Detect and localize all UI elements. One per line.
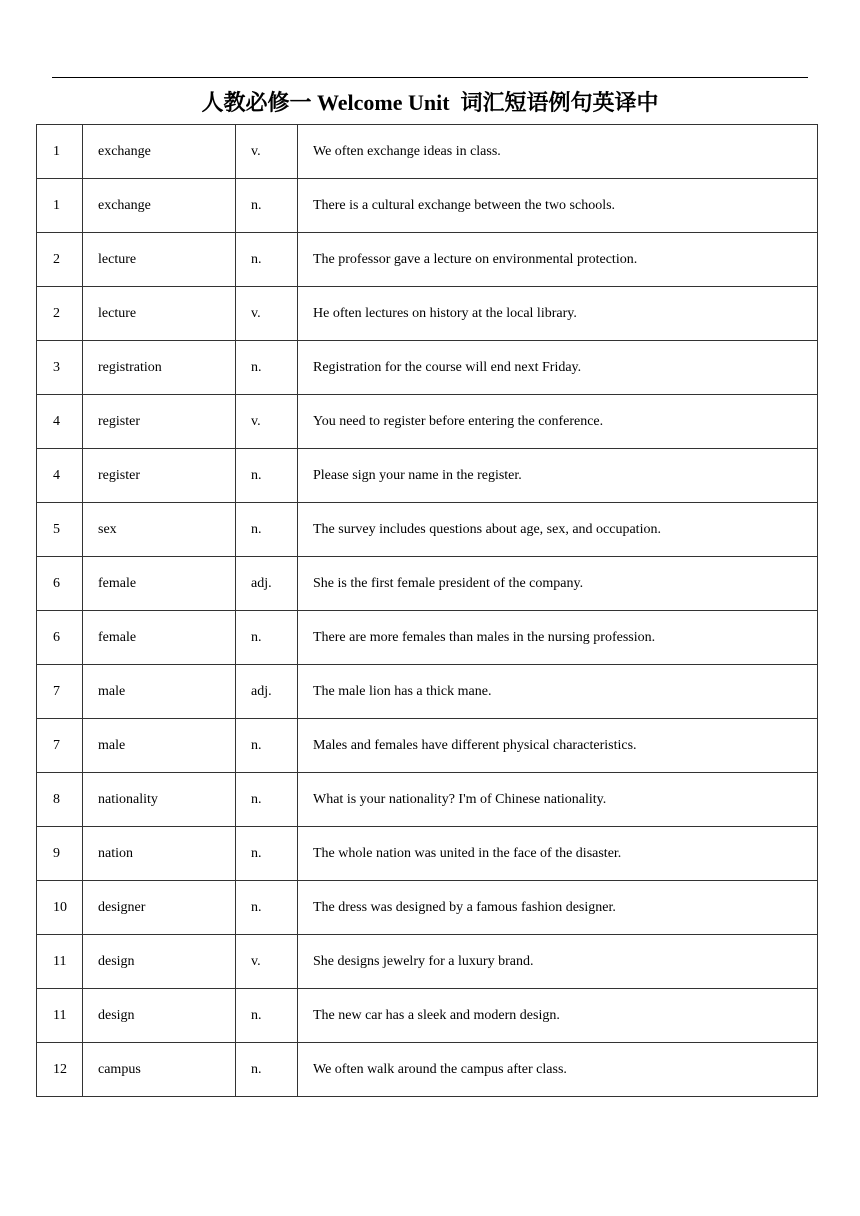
word-cell: register — [83, 449, 236, 503]
example-sentence-cell: What is your nationality? I'm of Chinese nationality. — [298, 773, 818, 827]
word-cell: designer — [83, 881, 236, 935]
row-number-cell: 8 — [37, 773, 83, 827]
row-number-cell: 3 — [37, 341, 83, 395]
row-number-cell: 7 — [37, 719, 83, 773]
row-number-cell: 9 — [37, 827, 83, 881]
word-cell: design — [83, 935, 236, 989]
example-sentence-cell: He often lectures on history at the local library. — [298, 287, 818, 341]
example-sentence-cell: We often walk around the campus after class. — [298, 1043, 818, 1097]
row-number-cell: 2 — [37, 287, 83, 341]
example-sentence-cell: The dress was designed by a famous fashion designer. — [298, 881, 818, 935]
row-number-cell: 4 — [37, 395, 83, 449]
word-cell: male — [83, 665, 236, 719]
header-rule — [52, 77, 808, 78]
part-of-speech-cell: n. — [236, 881, 298, 935]
word-cell: sex — [83, 503, 236, 557]
table-row — [37, 341, 818, 395]
table-row — [37, 287, 818, 341]
word-cell: female — [83, 557, 236, 611]
part-of-speech-cell: adj. — [236, 557, 298, 611]
word-cell: exchange — [83, 125, 236, 179]
part-of-speech-cell: n. — [236, 341, 298, 395]
example-sentence-cell: The survey includes questions about age, sex, and occupation. — [298, 503, 818, 557]
row-number-cell: 11 — [37, 989, 83, 1043]
row-number-cell: 6 — [37, 611, 83, 665]
word-cell: exchange — [83, 179, 236, 233]
table-row — [37, 179, 818, 233]
word-cell: lecture — [83, 287, 236, 341]
table-row — [37, 881, 818, 935]
row-number-cell: 1 — [37, 125, 83, 179]
table-row — [37, 503, 818, 557]
table-row — [37, 773, 818, 827]
word-cell: design — [83, 989, 236, 1043]
row-number-cell: 10 — [37, 881, 83, 935]
row-number-cell: 1 — [37, 179, 83, 233]
word-cell: campus — [83, 1043, 236, 1097]
row-number-cell: 7 — [37, 665, 83, 719]
example-sentence-cell: She designs jewelry for a luxury brand. — [298, 935, 818, 989]
example-sentence-cell: There is a cultural exchange between the two schools. — [298, 179, 818, 233]
example-sentence-cell: The male lion has a thick mane. — [298, 665, 818, 719]
table-row — [37, 557, 818, 611]
table-row — [37, 449, 818, 503]
part-of-speech-cell: n. — [236, 827, 298, 881]
part-of-speech-cell: v. — [236, 125, 298, 179]
row-number-cell: 11 — [37, 935, 83, 989]
table-row — [37, 665, 818, 719]
example-sentence-cell: Males and females have different physical characteristics. — [298, 719, 818, 773]
word-cell: lecture — [83, 233, 236, 287]
word-cell: nation — [83, 827, 236, 881]
word-cell: register — [83, 395, 236, 449]
part-of-speech-cell: n. — [236, 719, 298, 773]
table-row — [37, 125, 818, 179]
part-of-speech-cell: n. — [236, 179, 298, 233]
word-cell: registration — [83, 341, 236, 395]
example-sentence-cell: Please sign your name in the register. — [298, 449, 818, 503]
example-sentence-cell: Registration for the course will end next Friday. — [298, 341, 818, 395]
part-of-speech-cell: n. — [236, 611, 298, 665]
part-of-speech-cell: n. — [236, 233, 298, 287]
part-of-speech-cell: n. — [236, 449, 298, 503]
part-of-speech-cell: n. — [236, 989, 298, 1043]
example-sentence-cell: The professor gave a lecture on environmental protection. — [298, 233, 818, 287]
vocabulary-table — [36, 124, 818, 1097]
row-number-cell: 2 — [37, 233, 83, 287]
table-row — [37, 827, 818, 881]
example-sentence-cell: She is the first female president of the company. — [298, 557, 818, 611]
table-row — [37, 395, 818, 449]
word-cell: male — [83, 719, 236, 773]
row-number-cell: 5 — [37, 503, 83, 557]
part-of-speech-cell: n. — [236, 1043, 298, 1097]
example-sentence-cell: The new car has a sleek and modern design. — [298, 989, 818, 1043]
table-row — [37, 719, 818, 773]
part-of-speech-cell: adj. — [236, 665, 298, 719]
word-cell: female — [83, 611, 236, 665]
table-row — [37, 935, 818, 989]
part-of-speech-cell: v. — [236, 395, 298, 449]
vocabulary-table-body — [37, 125, 818, 1097]
part-of-speech-cell: v. — [236, 935, 298, 989]
row-number-cell: 4 — [37, 449, 83, 503]
table-row — [37, 611, 818, 665]
example-sentence-cell: You need to register before entering the conference. — [298, 395, 818, 449]
table-row — [37, 233, 818, 287]
table-row — [37, 1043, 818, 1097]
part-of-speech-cell: n. — [236, 773, 298, 827]
example-sentence-cell: There are more females than males in the nursing profession. — [298, 611, 818, 665]
example-sentence-cell: We often exchange ideas in class. — [298, 125, 818, 179]
table-row — [37, 989, 818, 1043]
part-of-speech-cell: n. — [236, 503, 298, 557]
row-number-cell: 6 — [37, 557, 83, 611]
example-sentence-cell: The whole nation was united in the face of the disaster. — [298, 827, 818, 881]
part-of-speech-cell: v. — [236, 287, 298, 341]
page-title: 人教必修一 Welcome Unit 词汇短语例句英译中 — [201, 90, 659, 115]
word-cell: nationality — [83, 773, 236, 827]
row-number-cell: 12 — [37, 1043, 83, 1097]
